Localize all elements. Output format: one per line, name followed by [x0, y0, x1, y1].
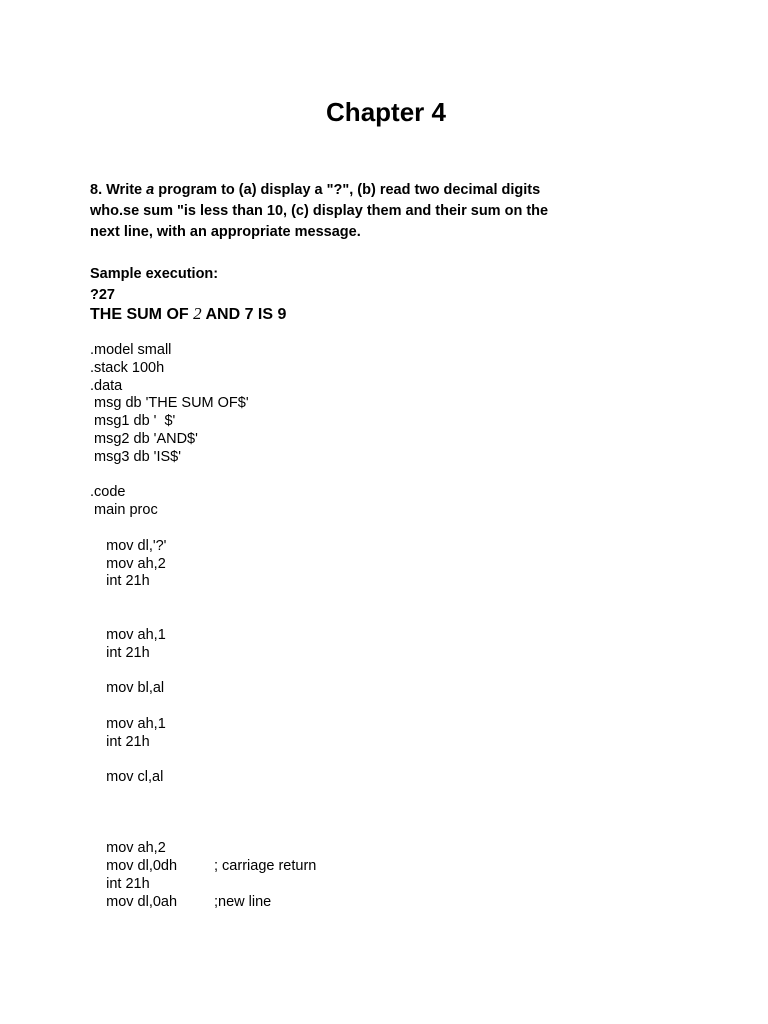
code-line: [90, 484, 249, 502]
question-line-text: who.se sum "is less than 10, (c) display them and their sum on the: [90, 203, 549, 219]
code-line: [90, 342, 249, 360]
question-text: [90, 180, 560, 243]
code-text: mov dl,0ah: [90, 893, 178, 910]
code-line: [90, 805, 249, 823]
code-line: [90, 378, 249, 396]
code-text: msg1 db ' $': [90, 413, 176, 430]
code-text: msg3 db 'IS$': [90, 448, 181, 465]
code-line: [90, 734, 249, 752]
code-line: [90, 395, 249, 413]
code-line: [90, 698, 249, 716]
code-text: msg db 'THE SUM OF$': [90, 395, 249, 412]
chapter-title: Chapter 4: [326, 97, 446, 127]
code-line: [90, 556, 249, 574]
question-line: [90, 201, 560, 222]
code-text: mov ah,1: [90, 626, 166, 643]
code-comment: ;new line: [214, 893, 272, 910]
code-line: [90, 591, 249, 609]
code-line: [90, 876, 249, 894]
code-line: [90, 538, 249, 556]
code-line: [90, 662, 249, 680]
code-line: [90, 467, 249, 485]
code-line: [90, 787, 249, 805]
code-line: [90, 893, 272, 912]
code-line: [90, 520, 249, 538]
code-line: [90, 840, 249, 858]
sample-output-text: THE SUM OF: [90, 306, 194, 323]
question-line: [90, 180, 560, 201]
code-text: .data: [90, 377, 123, 394]
question-line-text: 8. Write: [90, 182, 147, 198]
code-text: .stack 100h: [90, 359, 165, 376]
code-line: [90, 609, 249, 627]
code-text: main proc: [90, 502, 158, 519]
code-comment: ; carriage return: [214, 858, 317, 875]
question-line-text: program to (a) display a "?", (b) read two decimal digits: [154, 182, 541, 198]
code-text: int 21h: [90, 875, 150, 892]
code-line: [90, 573, 249, 591]
code-line: [90, 858, 317, 876]
sample-output-text: AND 7 IS 9: [201, 306, 287, 323]
code-text: msg2 db 'AND$': [90, 430, 198, 447]
code-line: [90, 413, 249, 431]
code-line: [90, 680, 249, 698]
code-line: [90, 431, 249, 449]
code-line: [90, 645, 249, 663]
code-text: mov cl,al: [90, 769, 164, 786]
code-line: [90, 627, 249, 645]
code-text: mov dl,0dh: [90, 858, 178, 875]
sample-output: [90, 303, 286, 326]
code-line: [90, 769, 249, 787]
code-text: mov ah,2: [90, 840, 166, 857]
code-line: [90, 751, 249, 769]
question-line: [90, 222, 560, 243]
code-text: mov ah,2: [90, 555, 166, 572]
code-line: [90, 360, 249, 378]
code-text: mov ah,1: [90, 715, 166, 732]
question-line-text: next line, with an appropriate message.: [90, 224, 361, 240]
code-line: [90, 449, 249, 467]
code-line: [90, 716, 249, 734]
code-line: [90, 823, 249, 841]
sample-input: ?27: [90, 287, 115, 303]
sample-output-digit: 2: [193, 304, 202, 323]
code-text: .model small: [90, 342, 172, 358]
code-text: int 21h: [90, 733, 150, 750]
code-text: mov bl,al: [90, 680, 165, 697]
code-listing: [90, 342, 317, 912]
code-text: mov dl,'?': [90, 537, 167, 554]
code-text: .code: [90, 484, 126, 501]
code-text: int 21h: [90, 573, 150, 590]
code-text: int 21h: [90, 644, 150, 661]
code-line: [90, 502, 249, 520]
question-line-italic: a: [146, 182, 155, 198]
sample-execution-label: Sample execution:: [90, 266, 219, 282]
